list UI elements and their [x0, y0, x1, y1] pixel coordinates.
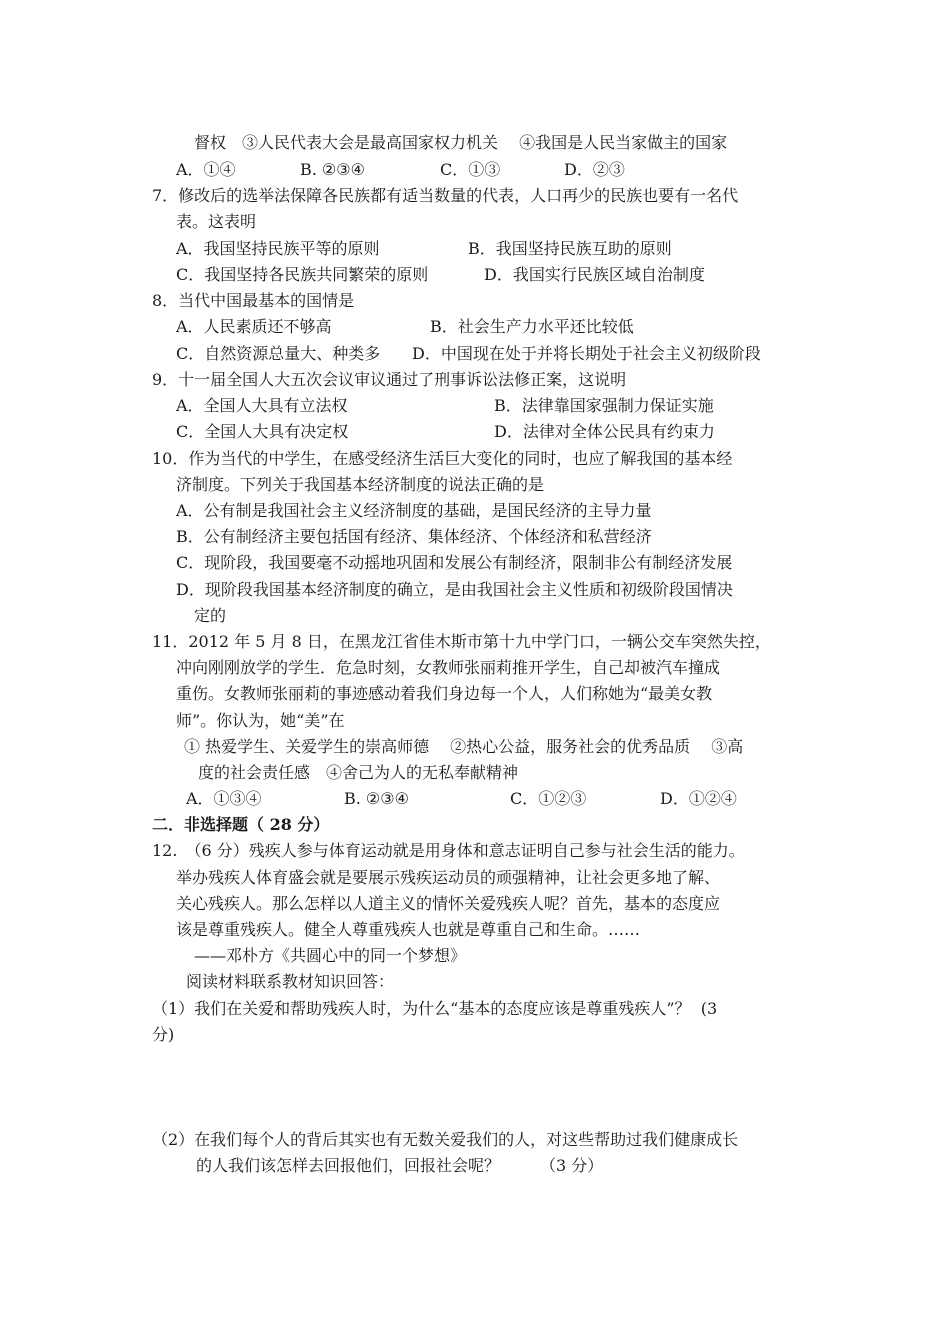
q8-option-a: A．人民素质还不够高	[176, 317, 332, 336]
q10-option-c: C．现阶段，我国要毫不动摇地巩固和发展公有制经济，限制非公有制经济发展	[176, 553, 733, 572]
q8-option-b: B．社会生产力水平还比较低	[430, 317, 634, 336]
q11-option-b: B. ②③④	[344, 789, 409, 808]
q11-option-c: C．①②③	[510, 789, 587, 808]
q10-option-d: D．现阶段我国基本经济制度的确立，是由我国社会主义性质和初级阶段国情决	[176, 580, 733, 599]
q11-items-cont: 度的社会责任感 ④舍己为人的无私奉献精神	[198, 763, 519, 782]
q11-stem-line4: 师”。你认为，她“美”在	[176, 711, 345, 730]
section-heading: 二．非选择题（ 28 分）	[152, 815, 330, 834]
q11-stem: 11．2012 年 5 月 8 日，在黑龙江省佳木斯市第十九中学门口，一辆公交车突然失控，	[152, 632, 771, 651]
q9-option-b: B．法律靠国家强制力保证实施	[494, 396, 714, 415]
q10-stem-cont: 济制度。下列关于我国基本经济制度的说法正确的是	[176, 475, 545, 494]
q11-items: ① 热爱学生、关爱学生的崇高师德 ②热心公益，服务社会的优秀品质 ③高	[184, 737, 744, 756]
q12-material-line1: 12. （6 分）残疾人参与体育运动就是用身体和意志证明自己参与社会生活的能力。	[152, 841, 745, 860]
q7-stem: 7．修改后的选举法保障各民族都有适当数量的代表，人口再少的民族也要有一名代	[152, 186, 739, 205]
q12-sub2-cont: 的人我们该怎样去回报他们，回报社会呢？ （3 分）	[196, 1156, 604, 1175]
q8-option-c: C．自然资源总量大、种类多	[176, 344, 381, 363]
q12-sub2: （2）在我们每个人的背后其实也有无数关爱我们的人，对这些帮助过我们健康成长	[152, 1130, 739, 1149]
q7-option-a: A．我国坚持民族平等的原则	[176, 239, 380, 258]
q10-option-d-cont: 定的	[194, 606, 227, 625]
q7-option-b: B．我国坚持民族互助的原则	[468, 239, 672, 258]
q10-stem: 10．作为当代的中学生，在感受经济生活巨大变化的同时，也应了解我国的基本经	[152, 449, 733, 468]
q10-option-a: A．公有制是我国社会主义经济制度的基础，是国民经济的主导力量	[176, 501, 652, 520]
q12-source: ——邓朴方《共圆心中的同一个梦想》	[194, 946, 467, 965]
q7-option-d: D．我国实行民族区域自治制度	[484, 265, 705, 284]
q12-instruction: 阅读材料联系教材知识回答：	[186, 972, 395, 991]
q6-option-a: A．①④	[176, 160, 236, 179]
q10-option-b: B．公有制经济主要包括国有经济、集体经济、个体经济和私营经济	[176, 527, 652, 546]
q11-option-a: A．①③④	[186, 789, 262, 808]
q12-material-line2: 举办残疾人体育盛会就是要展示残疾运动员的顽强精神，让社会更多地了解、	[176, 868, 721, 887]
q9-stem: 9．十一届全国人大五次会议审议通过了刑事诉讼法修正案，这说明	[152, 370, 627, 389]
q6-option-c: C．①③	[440, 160, 501, 179]
q6-options-continuation: 督权 ③人民代表大会是最高国家权力机关 ④我国是人民当家做主的国家	[194, 133, 728, 152]
q7-option-c: C．我国坚持各民族共同繁荣的原则	[176, 265, 429, 284]
q9-option-a: A．全国人大具有立法权	[176, 396, 348, 415]
q6-option-b: B. ②③④	[300, 160, 365, 179]
q11-stem-line3: 重伤。女教师张丽莉的事迹感动着我们身边每一个人，人们称她为“最美女教	[176, 684, 713, 703]
q8-option-d: D．中国现在处于并将长期处于社会主义初级阶段	[412, 344, 761, 363]
q11-stem-line2: 冲向刚刚放学的学生．危急时刻，女教师张丽莉推开学生，自己却被汽车撞成	[176, 658, 721, 677]
q12-sub1: （1）我们在关爱和帮助残疾人时，为什么“基本的态度应该是尊重残疾人”？ (3	[152, 999, 718, 1018]
q9-option-c: C．全国人大具有决定权	[176, 422, 349, 441]
q9-option-d: D．法律对全体公民具有约束力	[494, 422, 715, 441]
q12-material-line4: 该是尊重残疾人。健全人尊重残疾人也就是尊重自己和生命。……	[176, 920, 641, 939]
q11-option-d: D．①②④	[660, 789, 737, 808]
q12-material-line3: 关心残疾人。那么怎样以人道主义的情怀关爱残疾人呢？首先，基本的态度应	[176, 894, 721, 913]
q8-stem: 8．当代中国最基本的国情是	[152, 291, 355, 310]
q7-stem-cont: 表。这表明	[176, 212, 257, 231]
q6-option-d: D．②③	[564, 160, 625, 179]
q12-sub1-cont: 分)	[152, 1025, 175, 1044]
